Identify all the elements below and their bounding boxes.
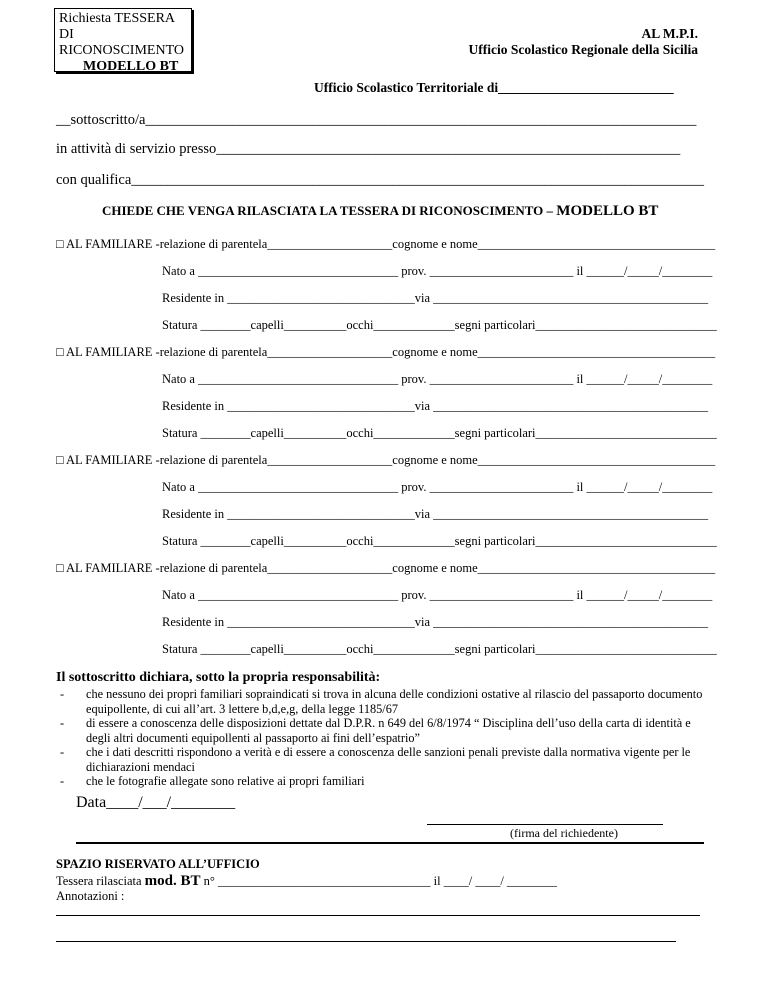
qualification-field[interactable]: con qualifica_______________________________________________________________________________ (56, 172, 705, 188)
request-title-box (54, 8, 192, 72)
regional-office: Ufficio Scolastico Regionale della Sicilia (468, 42, 698, 57)
card-model: mod. BT (144, 873, 201, 889)
declaration-item: - che nessuno dei propri familiari sopraindicati si trova in alcuna delle condizioni ostative al rilascio del passaporto documento equipollente, di cui all’art. 3 lettere b,d,e,g, della legge 1185/67 (56, 687, 706, 716)
request-title (102, 203, 658, 220)
declaration-title: Il sottoscritto dichiara, sotto la propria responsabilità: (56, 670, 381, 685)
notes-line-1[interactable] (56, 915, 700, 916)
box-line-1: Richiesta TESSERA DI (59, 11, 175, 42)
notes-label: Annotazioni : (56, 889, 125, 903)
signature-line[interactable] (427, 824, 663, 825)
family-member-4-residence[interactable]: Residente in ______________________________via ____________________________________________ (162, 615, 709, 629)
card-issued-label: Tessera rilasciata (56, 874, 142, 888)
family-member-1-relation[interactable]: □ AL FAMILIARE -relazione di parentela____________________cognome e nome______________________________________ (56, 237, 716, 251)
card-number-date: n° __________________________________ il ____/ ____/ ________ (203, 874, 557, 888)
family-member-1-features[interactable]: Statura ________capelli__________occhi_____________segni particolari_____________________________ (162, 318, 717, 332)
box-line-2: RICONOSCIMENTO (59, 43, 184, 58)
family-member-2-residence[interactable]: Residente in ______________________________via ____________________________________________ (162, 399, 709, 413)
family-member-1-birth[interactable]: Nato a ________________________________ prov. _______________________ il ______/_____/________ (162, 264, 713, 278)
declaration-item: - che le fotografie allegate sono relative ai propri familiari (56, 774, 706, 789)
declaration-item: - di essere a conoscenza delle disposizioni dettate dal D.P.R. n 649 del 6/8/1974 “ Disciplina dell’uso della carta di identità e degli altri documenti equipollenti al passaporto ai fini dell’espatrio” (56, 716, 706, 745)
date-field[interactable]: Data____/___/________ (76, 794, 236, 811)
family-member-1-residence[interactable]: Residente in ______________________________via ____________________________________________ (162, 291, 709, 305)
box-line-3: MODELLO BT (83, 59, 179, 74)
family-member-2-features[interactable]: Statura ________capelli__________occhi_____________segni particolari_____________________________ (162, 426, 717, 440)
family-member-2-birth[interactable]: Nato a ________________________________ prov. _______________________ il ______/_____/________ (162, 372, 713, 386)
family-member-3-relation[interactable]: □ AL FAMILIARE -relazione di parentela____________________cognome e nome______________________________________ (56, 453, 716, 467)
family-member-4-features[interactable]: Statura ________capelli__________occhi_____________segni particolari_____________________________ (162, 642, 717, 656)
section-divider (76, 842, 704, 844)
family-member-3-residence[interactable]: Residente in ______________________________via ____________________________________________ (162, 507, 709, 521)
family-member-3-birth[interactable]: Nato a ________________________________ prov. _______________________ il ______/_____/________ (162, 480, 713, 494)
signature-label: (firma del richiedente) (510, 826, 618, 840)
notes-line-2[interactable] (56, 941, 676, 942)
family-member-3-features[interactable]: Statura ________capelli__________occhi_____________segni particolari_____________________________ (162, 534, 717, 548)
service-location-field[interactable]: in attività di servizio presso________________________________________________________________ (56, 141, 681, 157)
request-title-text: CHIEDE CHE VENGA RILASCIATA LA TESSERA DI RICONOSCIMENTO – (102, 203, 554, 218)
recipient: AL M.P.I. (641, 26, 698, 41)
family-member-4-birth[interactable]: Nato a ________________________________ prov. _______________________ il ______/_____/________ (162, 588, 713, 602)
request-model: MODELLO BT (556, 203, 659, 219)
declaration-item: - che i dati descritti rispondono a verità e di essere a conoscenza delle sanzioni penali previste dalla normativa vigente per le dichiarazioni mendaci (56, 745, 706, 774)
territorial-office-field[interactable]: Ufficio Scolastico Territoriale di__________________________ (314, 80, 674, 95)
applicant-name-field[interactable]: __sottoscritto/a____________________________________________________________________________ (56, 112, 697, 128)
family-member-4-relation[interactable]: □ AL FAMILIARE -relazione di parentela____________________cognome e nome______________________________________ (56, 561, 716, 575)
office-section-title: SPAZIO RISERVATO ALL’UFFICIO (56, 857, 260, 871)
declaration-list (56, 687, 706, 789)
family-member-2-relation[interactable]: □ AL FAMILIARE -relazione di parentela____________________cognome e nome______________________________________ (56, 345, 716, 359)
card-issued-field[interactable] (56, 873, 557, 890)
